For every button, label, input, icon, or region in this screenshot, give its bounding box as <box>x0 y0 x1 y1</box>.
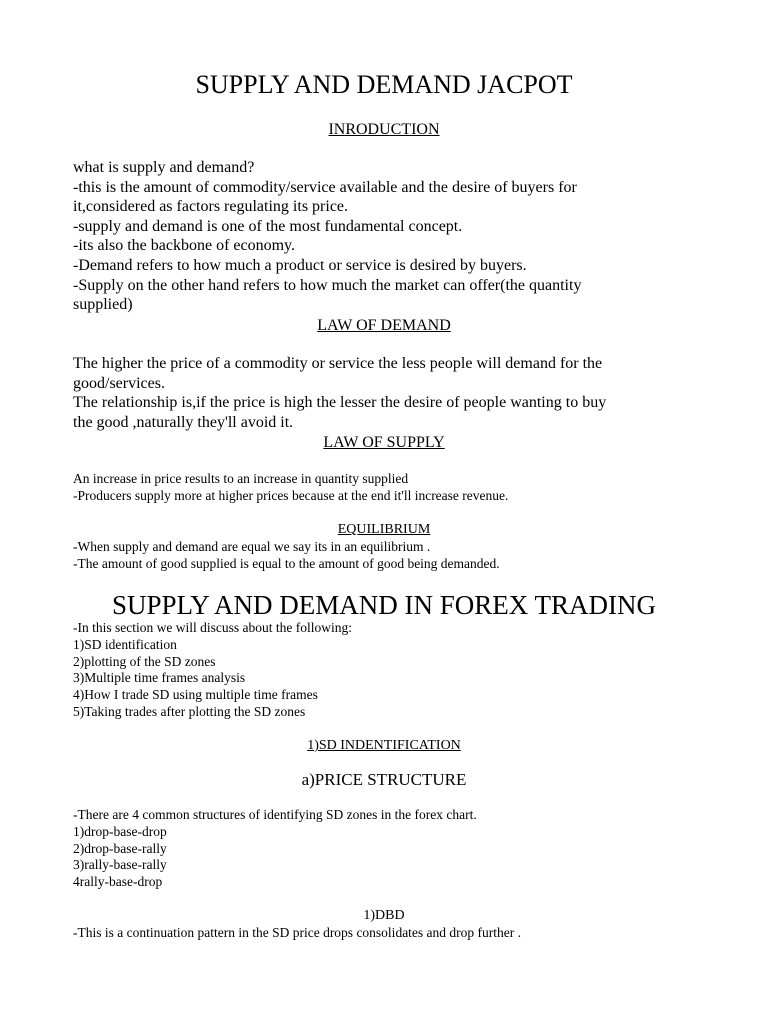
dbd-body <box>73 925 713 942</box>
sd-identification-line: 2)drop-base-rally <box>73 840 167 856</box>
law-of-demand-line: The relationship is,if the price is high the lesser the desire of people wanting to buy <box>73 394 607 412</box>
intro-line: what is supply and demand? <box>73 159 255 176</box>
sd-identification-line: 3)rally-base-rally <box>73 857 167 873</box>
law-of-supply-heading: LAW OF SUPPLY <box>323 434 445 451</box>
intro-line: -Demand refers to how much a product or service is desired by buyers. <box>73 256 527 274</box>
forex-body <box>73 620 713 721</box>
law-of-supply-line: An increase in price results to an increase in quantity supplied <box>73 471 409 486</box>
page-title: SUPPLY AND DEMAND JACPOT <box>195 70 573 99</box>
sd-identification-heading: 1)SD INDENTIFICATION <box>307 738 461 753</box>
law-of-demand-body <box>73 354 713 432</box>
forex-line: 3)Multiple time frames analysis <box>73 670 246 686</box>
law-of-demand-line: The higher the price of a commodity or service the less people will demand for the <box>73 355 603 372</box>
forex-line: 1)SD identification <box>73 636 177 652</box>
law-of-supply-body <box>73 471 713 505</box>
intro-heading: INRODUCTION <box>328 121 440 138</box>
intro-line: it,considered as factors regulating its price. <box>73 198 349 216</box>
dbd-heading: 1)DBD <box>363 908 405 923</box>
forex-line: 5)Taking trades after plotting the SD zones <box>73 703 306 719</box>
intro-line: -supply and demand is one of the most fundamental concept. <box>73 217 463 235</box>
price-structure-heading: a)PRICE STRUCTURE <box>301 770 467 789</box>
law-of-supply-line: -Producers supply more at higher prices because at the end it'll increase revenue. <box>73 487 509 503</box>
sd-identification-body <box>73 807 713 891</box>
sd-identification-line: 1)drop-base-drop <box>73 823 167 839</box>
sd-identification-line: 4rally-base-drop <box>73 874 163 890</box>
forex-line: 4)How I trade SD using multiple time frames <box>73 687 318 703</box>
forex-line: 2)plotting of the SD zones <box>73 653 216 669</box>
sd-identification-line: -There are 4 common structures of identifying SD zones in the forex chart. <box>73 807 477 822</box>
equilibrium-body <box>73 539 713 573</box>
intro-line: -its also the backbone of economy. <box>73 237 296 255</box>
intro-line: -Supply on the other hand refers to how much the market can offer(the quantity <box>73 276 582 294</box>
forex-line: -In this section we will discuss about the following: <box>73 620 352 635</box>
law-of-demand-heading: LAW OF DEMAND <box>317 317 451 334</box>
law-of-demand-line: the good ,naturally they'll avoid it. <box>73 413 294 431</box>
equilibrium-line: -When supply and demand are equal we say its in an equilibrium . <box>73 539 431 554</box>
intro-line: supplied) <box>73 296 133 314</box>
intro-body <box>73 158 713 315</box>
law-of-demand-line: good/services. <box>73 374 165 392</box>
dbd-line: -This is a continuation pattern in the SD price drops consolidates and drop further . <box>73 925 522 940</box>
forex-title: SUPPLY AND DEMAND IN FOREX TRADING <box>111 590 657 620</box>
equilibrium-heading: EQUILIBRIUM <box>337 522 431 537</box>
intro-line: -this is the amount of commodity/service available and the desire of buyers for <box>73 178 577 196</box>
equilibrium-line: -The amount of good supplied is equal to the amount of good being demanded. <box>73 555 500 571</box>
